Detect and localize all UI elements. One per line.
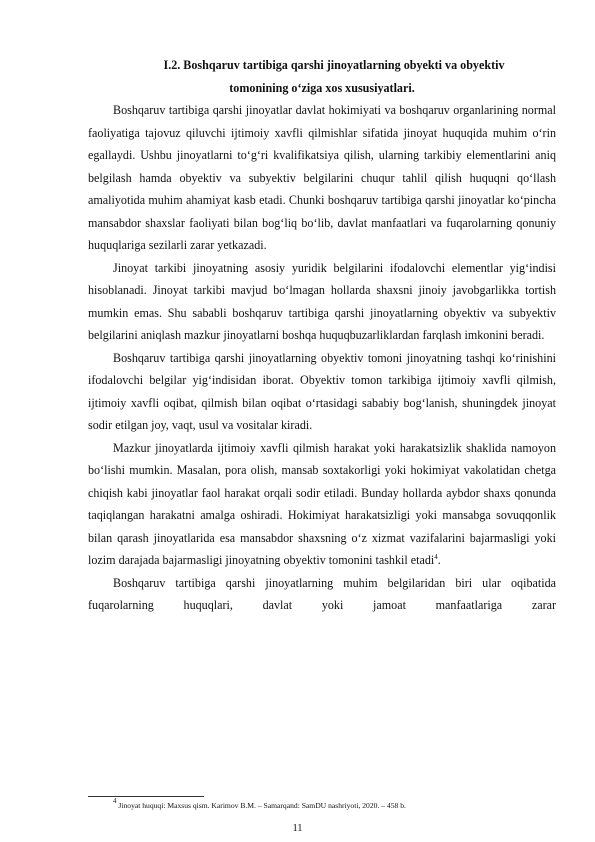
page-number: 11 [292,823,303,834]
footnote-text: Jinoyat huquqi: Maxsus qism. Karimov B.M. – Samarqand: SamDU nashriyoti, 2020. – 458 b. [118,801,406,810]
paragraph-5: Boshqaruv tartibiga qarshi jinoyatlarning muhim belgilaridan biri ular oqibatida fuqarolarning huquqlari, davlat yoki jamoat manfaatlariga zarar [88,575,556,612]
paragraph-3: Boshqaruv tartibiga qarshi jinoyatlarning obyektiv tomoni jinoyatning tashqi ko‘rinishini ifodalovchi belgilar yig‘indisidan iborat. Obyektiv tomon tarkibiga ijtimoiy xavfli qilmish, ijtimoiy xavfli oqibat, qilmish bilan oqibat o‘rtasidagi sababiy bog‘lanish, shuningdek jinoyat sodir etilgan joy, vaqt, usul va vositalar kiradi. [88,350,556,432]
footnote [113,797,406,811]
heading-line-2: tomonining o‘ziga xos xususiyatlari. [229,80,415,95]
paragraph-2: Jinoyat tarkibi jinoyatning asosiy yuridik belgilarini ifodalovchi elementlar yig‘indisi hisoblanadi. Jinoyat tarkibi mavjud bo‘lmagan hollarda shaxsni jinoiy javobgarlikka tortish mumkin emas. Shu sababli boshqaruv tartibiga qarshi jinoyatlarning obyektiv va subyektiv belgilarini aniqlash mazkur jinoyatlarni boshqa huquqbuzarliklardan farqlash imkonini beradi. [88,260,556,342]
paragraph-1: Boshqaruv tartibiga qarshi jinoyatlar davlat hokimiyati va boshqaruv organlarining normal faoliyatiga tajovuz qiluvchi ijtimoiy xavfli qilmishlar sifatida jinoyat huquqida muhim o‘rin egallaydi. Ushbu jinoyatlarni to‘g‘ri kvalifikatsiya qilish, ularning tarkibiy elementlarini aniq belgilash hamda obyektiv va subyektiv belgilarini chuqur tahlil qilish huquqni qo‘llash amaliyotida muhim ahamiyat kasb etadi. Chunki boshqaruv tartibiga qarshi jinoyatlar ko‘pincha mansabdor shaxslar faoliyati bilan bog‘liq bo‘lib, davlat manfaatlari va fuqarolarning qonuniy huquqlariga sezilarli zarar yetkazadi. [88,103,556,252]
footnote-divider [88,796,204,797]
footnote-reference[interactable]: 4 [434,553,438,561]
paragraph-4: Mazkur jinoyatlarda ijtimoiy xavfli qilmish harakat yoki harakatsizlik shaklida namoyon bo‘lishi mumkin. Masalan, pora olish, mansab soxtakorligi yoki hokimiyat vakolatidan chetga chiqish kabi jinoyatlar faol harakat orqali sodir etiladi. Bunday hollarda aybdor shaxs qonunda taqiqlangan harakatni amalga oshiradi. Hokimiyat harakatsizligi yoki mansabga sovuqqonlik bilan qarash jinoyatlarida esa mansabdor shaxsning o‘z xizmat vazifalarini bajarmasligi yoki lozim darajada bajarmasligi jinoyatning obyektiv tomonini tashkil etadi$^4$. [88,440,556,567]
footnote-marker: 4 [113,797,117,805]
paragraph-4-text: Mazkur jinoyatlarda ijtimoiy xavfli qilmish harakat yoki harakatsizlik shaklida namoyon bo‘lishi mumkin. Masalan, pora olish, mansab soxtakorligi yoki hokimiyat vakolatidan chetga chiqish kabi jinoyatlar faol harakat orqali sodir etiladi. Bunday hollarda aybdor shaxs qonunda taqiqlangan harakatni amalga oshiradi. Hokimiyat harakatsizligi yoki mansabga sovuqqonlik bilan qarash jinoyatlarida esa mansabdor shaxsning o‘z xizmat vazifalarini bajarmasligi yoki lozim darajada bajarmasligi jinoyatning obyektiv tomonini tashkil etadi [88,440,556,567]
section-heading [88,54,556,99]
heading-line-1: I.2. Boshqaruv tartibiga qarshi jinoyatlarning obyekti va obyektiv [163,58,505,72]
document-page [88,54,556,617]
